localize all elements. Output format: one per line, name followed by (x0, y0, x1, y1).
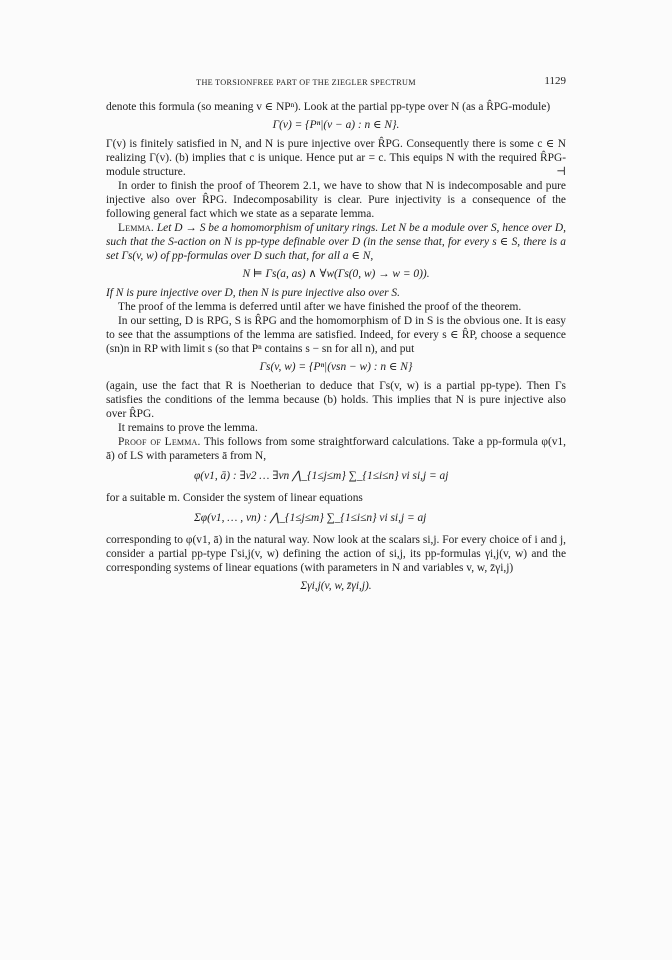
proof-text: This follows from some straightforward calculations. Take a pp-formula φ(v1, ā) of LS with parameters ā from N, (106, 436, 566, 462)
paragraph-10: corresponding to φ(v1, ā) in the natural way. Now look at the scalars si,j. For every choice of i and j, consider a partial pp-type Γsi,j(v, w) defining the action of si,j, its pp-formulas γi,j(v, w) and the corresponding systems of linear equations (with parameters in N and variables v, w, z̄γi,j) (106, 534, 566, 574)
running-title: THE TORSIONFREE PART OF THE ZIEGLER SPECTRUM (196, 78, 416, 87)
paper-page (106, 74, 566, 598)
end-of-proof-mark: ⊣ (556, 166, 566, 178)
paragraph-3: In order to finish the proof of Theorem 2.1, we have to show that N is indecomposable and pure injective also over R̂PG. Indecomposability is clear. Pure injectivity is a consequence of the following general fact which we state as a separate lemma. (106, 180, 566, 220)
equation-gamma-v: Γ(v) = {Pⁿ|(v − a) : n ∈ N}. (272, 119, 400, 131)
paragraph-2-text: Γ(v) is finitely satisfied in N, and N is pure injective over R̂PG. Consequently there is some c ∈ N realizing Γ(v). (b) implies that c is unique. Hence put ar = c. This equips N with the required R̂PG-module structure. (106, 138, 566, 178)
page-number: 1129 (544, 75, 566, 87)
paragraph-7: It remains to prove the lemma. (118, 422, 258, 434)
paragraph-2 (106, 137, 566, 179)
equation-sigma-phi: Σφ(v1, … , vn) : ⋀_{1≤j≤m} ∑_{1≤i≤n} vi si,j = aj (194, 512, 427, 524)
equation-lemma-condition: N ⊨ Γs(a, as) ∧ ∀w(Γs(0, w) → w = 0)). (242, 268, 430, 280)
lemma-label: Lemma. (118, 222, 154, 234)
lemma-statement (106, 221, 566, 263)
proof-label: Proof of Lemma. (118, 436, 201, 448)
equation-sigma-gamma: Σγi,j(v, w, z̄γi,j). (300, 580, 372, 592)
equation-gamma-s: Γs(v, w) = {Pⁿ|(vsn − w) : n ∈ N} (259, 361, 413, 373)
page-header (106, 74, 566, 94)
paragraph-1: denote this formula (so meaning v ∈ NPⁿ). Look at the partial pp-type over N (as a R̂PG-module) (106, 101, 551, 113)
proof-paragraph (106, 435, 566, 463)
paragraph-4: The proof of the lemma is deferred until after we have finished the proof of the theorem. (118, 301, 522, 313)
paragraph-9: for a suitable m. Consider the system of linear equations (106, 492, 363, 504)
lemma-text: Let D → S be a homomorphism of unitary rings. Let N be a module over S, hence over D, such that the S-action on N is pp-type definable over D (in the sense that, for every s ∈ S, there is a set Γs(v, w) of pp-formulas over D such that, for all a ∈ N, (106, 222, 566, 262)
paragraph-5: In our setting, D is RPG, S is R̂PG and the homomorphism of D in S is the obvious one. It is easy to see that the assumptions of the lemma are satisfied. Indeed, for every s ∈ R̂P, choose a sequence (sn)n in RP with limit s (so that Pⁿ contains s − sn for all n), and put (106, 315, 566, 355)
paragraph-6: (again, use the fact that R is Noetherian to deduce that Γs(v, w) is a partial pp-type). Then Γs satisfies the conditions of the lemma because (b) holds. This implies that N is pure injective also over R̂PG. (106, 380, 566, 420)
lemma-conclusion: If N is pure injective over D, then N is pure injective also over S. (106, 287, 400, 299)
equation-phi: φ(v1, ā) : ∃v2 … ∃vn ⋀_{1≤j≤m} ∑_{1≤i≤n} vi si,j = aj (194, 470, 449, 482)
